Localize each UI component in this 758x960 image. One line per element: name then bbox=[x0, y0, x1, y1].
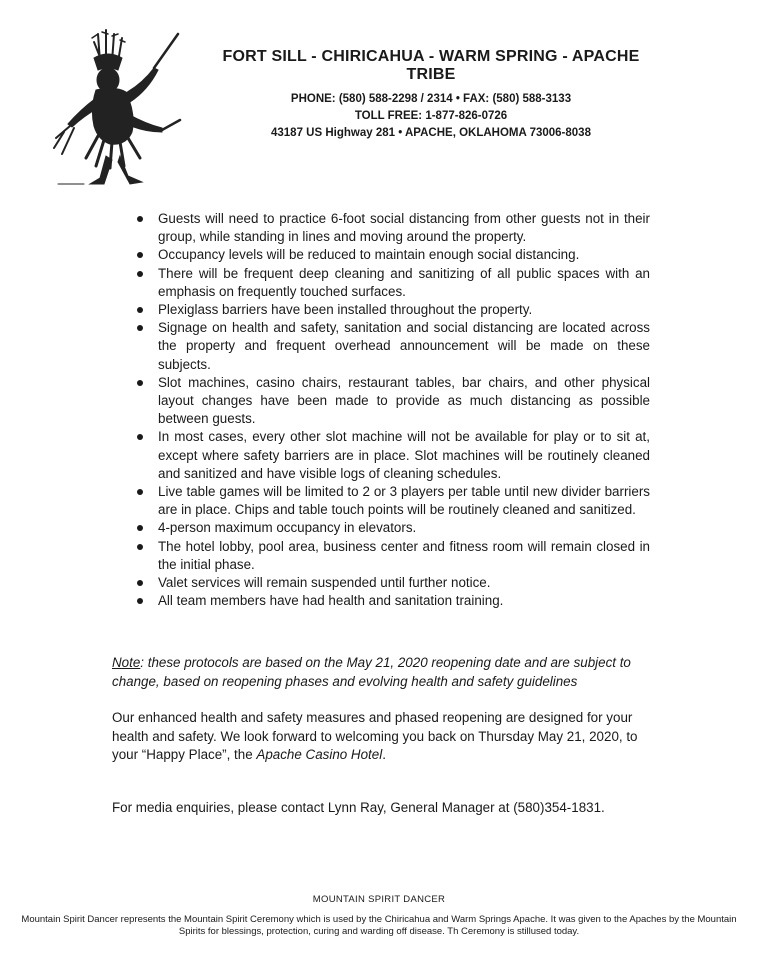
list-item: 4-person maximum occupancy in elevators. bbox=[112, 519, 650, 537]
list-item: Signage on health and safety, sanitation and social distancing are located across the property and frequent overhead announcement will be made on these subjects. bbox=[112, 319, 650, 374]
list-item: All team members have had health and sanitation training. bbox=[112, 592, 650, 610]
tribe-name: FORT SILL - CHIRICAHUA - WARM SPRING - APACHE TRIBE bbox=[222, 48, 640, 83]
list-item: In most cases, every other slot machine will not be available for play or to sit at, except where safety barriers are in place. Slot machines will be routinely cleaned and sanitized and have visible logs of cleaning schedules. bbox=[112, 428, 650, 483]
list-item: There will be frequent deep cleaning and sanitizing of all public spaces with an emphasis on frequently touched surfaces. bbox=[112, 265, 650, 301]
bullet-icon bbox=[137, 598, 143, 604]
footer-title: MOUNTAIN SPIRIT DANCER bbox=[312, 894, 446, 905]
bullet-icon bbox=[137, 544, 143, 550]
bullet-icon bbox=[137, 380, 143, 386]
bullet-icon bbox=[137, 525, 143, 531]
closing-paragraph bbox=[112, 709, 652, 765]
bullet-icon bbox=[137, 271, 143, 277]
list-item: Occupancy levels will be reduced to maintain enough social distancing. bbox=[112, 246, 650, 264]
protocol-list bbox=[112, 210, 650, 610]
list-item: The hotel lobby, pool area, business center and fitness room will remain closed in the initial phase. bbox=[112, 538, 650, 574]
list-item: Live table games will be limited to 2 or 3 players per table until new divider barriers are in place. Chips and table touch points will be routinely cleaned and sanitized. bbox=[112, 483, 650, 519]
phone-fax-line: PHONE: (580) 588-2298 / 2314 • FAX: (580) 588-3133 bbox=[290, 93, 572, 105]
bullet-icon bbox=[137, 489, 143, 495]
list-item: Plexiglass barriers have been installed throughout the property. bbox=[112, 301, 650, 319]
bullet-icon bbox=[137, 434, 143, 440]
closing-text: Our enhanced health and safety measures and phased reopening are designed for your health and safety. We look forward to welcoming you back on Thursday May 21, 2020, to your “Happy Place”, the bbox=[112, 710, 638, 762]
list-item: Guests will need to practice 6-foot social distancing from other guests not in their group, while standing in lines and moving around the property. bbox=[112, 210, 650, 246]
bullet-icon bbox=[137, 252, 143, 258]
toll-free-line: TOLL FREE: 1-877-826-0726 bbox=[354, 110, 508, 122]
list-item: Valet services will remain suspended until further notice. bbox=[112, 574, 650, 592]
list-item: Slot machines, casino chairs, restaurant tables, bar chairs, and other physical layout changes have been made to provide as much distancing as possible between guests. bbox=[112, 374, 650, 429]
mountain-spirit-dancer-icon bbox=[50, 28, 185, 190]
note-label: Note bbox=[112, 655, 141, 670]
letterhead bbox=[196, 48, 666, 142]
media-contact: For media enquiries, please contact Lynn Ray, General Manager at (580)354-1831. bbox=[112, 800, 605, 815]
note-paragraph bbox=[112, 654, 652, 691]
bullet-icon bbox=[137, 325, 143, 331]
closing-end: . bbox=[382, 747, 386, 762]
note-text: : these protocols are based on the May 21, 2020 reopening date and are subject to change, based on reopening phases and evolving health and safety guidelines bbox=[112, 655, 631, 689]
bullet-icon bbox=[137, 580, 143, 586]
bullet-icon bbox=[137, 216, 143, 222]
footer-description: Mountain Spirit Dancer represents the Mountain Spirit Ceremony which is used by the Chiricahua and Warm Springs Apache. It was given to the Apaches by the Mountain Spirits for blessings, protection, curing and warding off disease. Th Ceremony is stillused today. bbox=[21, 914, 737, 937]
venue-name: Apache Casino Hotel bbox=[256, 747, 383, 762]
bullet-icon bbox=[137, 307, 143, 313]
address-line: 43187 US Highway 281 • APACHE, OKLAHOMA 73006-8038 bbox=[271, 127, 591, 139]
